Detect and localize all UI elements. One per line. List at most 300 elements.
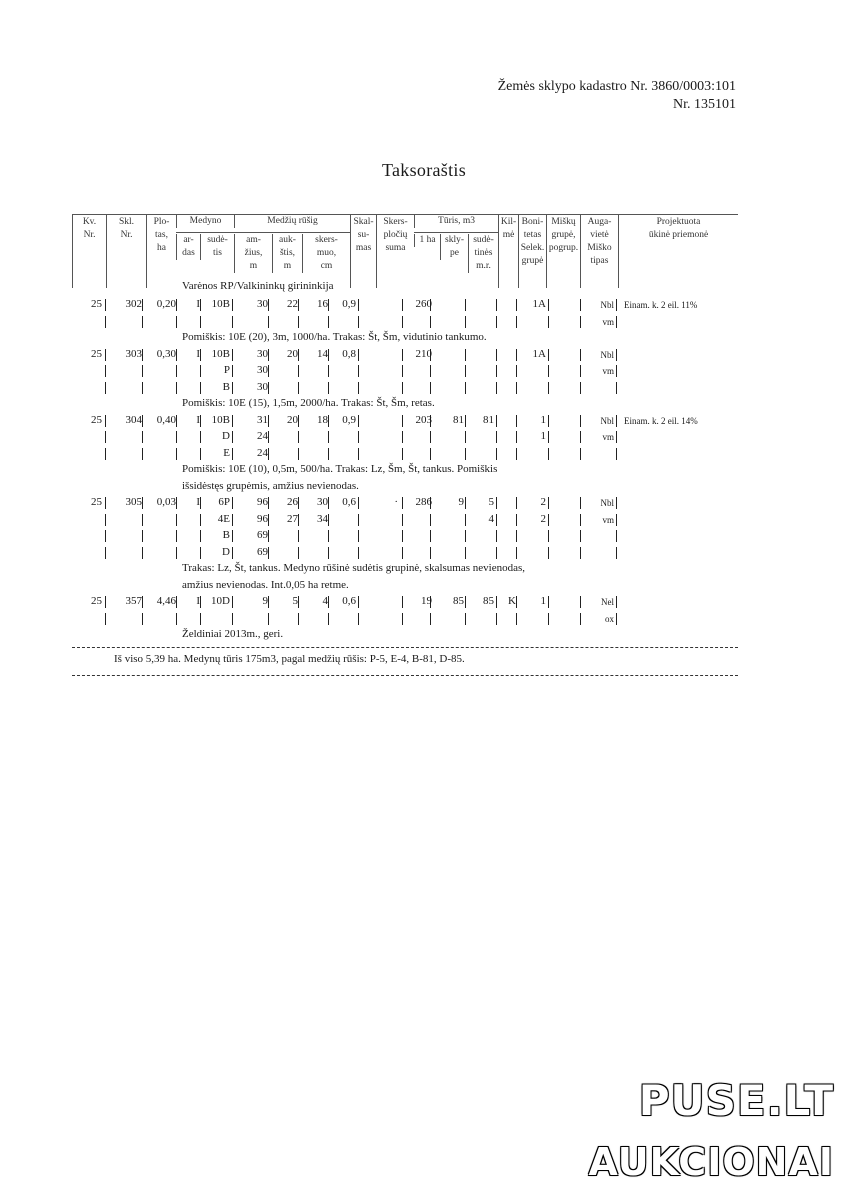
- cell-divider: [516, 431, 517, 443]
- cell-divider: [430, 316, 431, 328]
- cell-divider: [402, 613, 403, 625]
- col-aukstis-line: auk-: [279, 235, 296, 245]
- cell-divider: [298, 530, 299, 542]
- cell-sklype: 85: [453, 595, 464, 607]
- cell-skl: 305: [125, 496, 142, 508]
- cell-divider: [298, 596, 299, 608]
- col-kilme-line: mė: [502, 230, 515, 240]
- cell-divider: [358, 365, 359, 377]
- col-plotas-line: ha: [157, 243, 166, 253]
- cell-skalsumas: 0,6: [342, 496, 356, 508]
- cell-divider: [358, 613, 359, 625]
- note-row: [72, 397, 738, 413]
- cell-divider: [548, 497, 549, 509]
- cell-divider: [465, 365, 466, 377]
- cell-divider: [268, 365, 269, 377]
- cell-divider: [328, 431, 329, 443]
- watermark-puse: PUSE.LT: [638, 1076, 834, 1125]
- cell-divider: [142, 415, 143, 427]
- cell-kv: 25: [91, 496, 102, 508]
- col-sudetis: [200, 234, 234, 260]
- col-bonitetas: [518, 214, 546, 288]
- col-amzius: [234, 234, 272, 273]
- cell-divider: [298, 514, 299, 526]
- cell-divider: [142, 514, 143, 526]
- col-misku_grupe-line: Miškų: [551, 217, 576, 227]
- col-sudetis-line: tis: [213, 248, 222, 258]
- cell-plotas: 0,03: [156, 496, 176, 508]
- cell-divider: [232, 415, 233, 427]
- cell-divider: [548, 448, 549, 460]
- cell-divider: [496, 316, 497, 328]
- cell-divider: [496, 514, 497, 526]
- cell-divider: [496, 415, 497, 427]
- cell-divider: [402, 382, 403, 394]
- document-number: Nr. 135101: [673, 97, 736, 112]
- cell-divider: [298, 613, 299, 625]
- cell-skersploto: ·: [394, 496, 398, 508]
- cell-bonitetas: 1: [540, 413, 546, 426]
- cell-skersmuo: 14: [317, 347, 328, 360]
- cell-divider: [328, 596, 329, 608]
- dashed-rule-bottom: [72, 675, 738, 676]
- cell-divider: [465, 596, 466, 608]
- cell-divider: [402, 448, 403, 460]
- cell-divider: [496, 613, 497, 625]
- cell-divider: [176, 365, 177, 377]
- cell-aukstis: 26: [287, 496, 298, 508]
- cell-divider: [176, 316, 177, 328]
- cell-augaviete: vm: [602, 316, 614, 327]
- cell-sudetines: 85: [483, 595, 494, 607]
- cell-divider: [328, 365, 329, 377]
- cell-divider: [298, 547, 299, 559]
- cell-divider: [548, 530, 549, 542]
- cell-ardas: I: [196, 595, 200, 607]
- cell-divider: [268, 514, 269, 526]
- col-skalsumas-line: su-: [357, 230, 370, 240]
- cell-sklype: 9: [458, 496, 464, 508]
- col-turis: [414, 214, 498, 228]
- cell-bonitetas: 1: [540, 595, 546, 607]
- cell-divider: [430, 613, 431, 625]
- cell-divider: [358, 448, 359, 460]
- cell-divider: [105, 431, 106, 443]
- cell-amzius: 30: [257, 298, 268, 310]
- table-row: [72, 546, 738, 562]
- cell-divider: [465, 431, 466, 443]
- cell-amzius: 69: [257, 529, 268, 541]
- cell-i_ha: 203: [415, 413, 432, 426]
- cell-divider: [358, 382, 359, 394]
- cell-augaviete: ox: [605, 613, 614, 624]
- cell-divider: [176, 431, 177, 443]
- col-kilme-line: Kil-: [500, 217, 517, 227]
- col-amzius-line: m: [249, 261, 258, 271]
- col-medziu-rusig: [234, 214, 350, 228]
- cell-divider: [328, 497, 329, 509]
- table-row: [72, 513, 738, 529]
- col-sklype-line: skly-: [445, 235, 464, 245]
- cell-divider: [465, 530, 466, 542]
- cell-divider: [298, 316, 299, 328]
- cell-divider: [580, 382, 581, 394]
- cell-augaviete: Nel: [601, 597, 614, 607]
- col-i-ha: [414, 234, 440, 247]
- cell-divider: [465, 349, 466, 361]
- table-row: [72, 348, 738, 364]
- cell-divider: [402, 547, 403, 559]
- cell-divider: [232, 431, 233, 443]
- cell-plotas: 0,40: [156, 413, 176, 426]
- cell-aukstis: 5: [292, 595, 298, 607]
- cell-augaviete: Nbl: [600, 415, 614, 426]
- col-plotas-line: tas,: [155, 230, 168, 240]
- cell-divider: [232, 316, 233, 328]
- cell-augaviete: vm: [602, 432, 614, 442]
- cell-amzius: 69: [257, 545, 268, 558]
- cell-divider: [430, 382, 431, 394]
- cell-divider: [465, 448, 466, 460]
- col-skersmuo-line: muo,: [316, 248, 337, 258]
- cell-divider: [105, 316, 106, 328]
- cell-skl: 357: [125, 595, 142, 607]
- stand-note: Pomiškis: 10E (15), 1,5m, 2000/ha. Trakas: Št, Šm, retas.: [182, 397, 435, 409]
- cell-divider: [616, 514, 617, 526]
- cell-bonitetas: 1: [540, 430, 546, 442]
- table-row: [72, 298, 738, 314]
- cell-divider: [516, 382, 517, 394]
- cell-sudetis: B: [222, 529, 230, 541]
- cell-divider: [268, 530, 269, 542]
- note-row: [72, 562, 738, 578]
- cell-divider: [268, 382, 269, 394]
- cell-aukstis: 20: [287, 413, 298, 426]
- cell-divider: [358, 316, 359, 328]
- col-misku_grupe: [546, 214, 580, 288]
- cell-divider: [268, 431, 269, 443]
- cell-sklype: 81: [453, 413, 464, 426]
- cell-aukstis: 20: [287, 347, 298, 360]
- col-skl-line: Skl.: [118, 217, 135, 227]
- cell-divider: [465, 613, 466, 625]
- cell-divider: [232, 382, 233, 394]
- cell-divider: [298, 497, 299, 509]
- cell-divider: [176, 448, 177, 460]
- cell-divider: [298, 448, 299, 460]
- cell-bonitetas: 2: [540, 496, 546, 508]
- cell-divider: [328, 448, 329, 460]
- cell-augaviete: vm: [602, 366, 614, 376]
- cell-divider: [516, 530, 517, 542]
- cell-divider: [298, 382, 299, 394]
- cell-divider: [616, 530, 617, 542]
- cell-augaviete: Nbl: [600, 349, 614, 360]
- cell-sudetis: D: [222, 430, 230, 442]
- cell-divider: [548, 316, 549, 328]
- cell-sudetines: 81: [483, 413, 494, 426]
- table-row: [72, 430, 738, 446]
- col-skl: [106, 214, 146, 288]
- cell-divider: [232, 349, 233, 361]
- col-aukstis-line: štis,: [279, 248, 296, 258]
- cadastre-header: [498, 78, 736, 114]
- cell-divider: [328, 530, 329, 542]
- cell-sudetis: 6P: [218, 496, 230, 508]
- cell-divider: [516, 365, 517, 377]
- cell-divider: [616, 431, 617, 443]
- cell-sudetines: 4: [488, 512, 494, 525]
- cell-divider: [516, 415, 517, 427]
- cell-divider: [616, 596, 617, 608]
- cell-amzius: 30: [257, 364, 268, 376]
- cell-divider: [402, 431, 403, 443]
- cell-augaviete: vm: [602, 514, 614, 525]
- cell-divider: [142, 613, 143, 625]
- cell-divider: [496, 530, 497, 542]
- col-sudetis-line: sudė-: [207, 235, 228, 245]
- cell-sudetis: 10B: [211, 413, 230, 426]
- col-skersmuo: [302, 234, 350, 273]
- col-sudetines: [468, 234, 498, 273]
- cell-divider: [268, 497, 269, 509]
- cell-divider: [142, 547, 143, 559]
- cell-divider: [358, 299, 359, 311]
- cell-sudetines: 5: [488, 496, 494, 508]
- cell-kv: 25: [91, 347, 102, 360]
- cell-sudetis: E: [223, 446, 230, 459]
- table-row: [72, 612, 738, 628]
- col-bonitetas-line: tetas: [523, 230, 542, 240]
- cell-divider: [496, 365, 497, 377]
- cell-amzius: 24: [257, 430, 268, 442]
- col-amzius-line: žius,: [244, 248, 263, 258]
- cell-divider: [430, 530, 431, 542]
- cell-divider: [516, 547, 517, 559]
- cell-amzius: 96: [257, 512, 268, 525]
- cell-skl: 303: [125, 347, 142, 360]
- cell-aukstis: 27: [287, 512, 298, 525]
- cell-skersmuo: 16: [317, 298, 328, 310]
- cell-divider: [616, 316, 617, 328]
- cell-divider: [580, 530, 581, 542]
- watermark-aukcionai: AUKCIONAI: [588, 1140, 834, 1184]
- cell-kv: 25: [91, 413, 102, 426]
- cell-divider: [465, 497, 466, 509]
- cell-skersmuo: 30: [317, 496, 328, 508]
- cell-divider: [516, 299, 517, 311]
- cell-divider: [232, 613, 233, 625]
- stand-note: Pomiškis: 10E (20), 3m, 1000/ha. Trakas: Št, Šm, vidutinio tankumo.: [182, 331, 487, 343]
- cell-divider: [358, 431, 359, 443]
- header-rule-top-line: [72, 214, 738, 215]
- col-skalsumas-line: Skal-: [353, 217, 374, 227]
- cell-bonitetas: 2: [540, 512, 546, 525]
- note-row: [72, 463, 738, 479]
- cell-divider: [496, 382, 497, 394]
- cell-divider: [142, 530, 143, 542]
- cell-divider: [298, 349, 299, 361]
- cell-amzius: 31: [257, 413, 268, 426]
- cell-divider: [268, 596, 269, 608]
- col-sudetines-line: tinės: [474, 248, 493, 258]
- cell-divider: [616, 349, 617, 361]
- table-row: [72, 315, 738, 331]
- stand-note: išsidėstęs grupėmis, amžius nevienodas.: [182, 479, 359, 492]
- cell-ardas: I: [196, 347, 200, 360]
- table-row: [72, 496, 738, 512]
- cell-divider: [548, 349, 549, 361]
- cell-divider: [616, 547, 617, 559]
- cell-divider: [465, 299, 466, 311]
- col-kv-line: Kv.: [82, 217, 97, 227]
- col-aukstis-line: m: [283, 261, 292, 271]
- cell-divider: [358, 514, 359, 526]
- header-rule-medyno-sub: [176, 232, 234, 233]
- cell-divider: [548, 365, 549, 377]
- cell-plotas: 4,46: [156, 595, 176, 607]
- cell-divider: [328, 382, 329, 394]
- cell-divider: [142, 596, 143, 608]
- cell-divider: [328, 514, 329, 526]
- cell-skl: 302: [125, 298, 142, 310]
- cell-divider: [200, 613, 201, 625]
- cell-divider: [402, 514, 403, 526]
- col-medyno-line: Medyno: [189, 216, 222, 226]
- cell-kv: 25: [91, 595, 102, 607]
- table-row: [72, 381, 738, 397]
- cell-skersmuo: 18: [317, 413, 328, 426]
- dashed-rule-top: [72, 647, 738, 648]
- cell-skalsumas: 0,6: [342, 595, 356, 607]
- cell-amzius: 30: [257, 380, 268, 393]
- cell-sudetis: B: [222, 380, 230, 393]
- table-row: [72, 595, 738, 611]
- cell-divider: [232, 299, 233, 311]
- cell-divider: [142, 431, 143, 443]
- cell-bonitetas: 1A: [532, 298, 546, 310]
- cell-divider: [430, 547, 431, 559]
- cell-divider: [105, 448, 106, 460]
- cell-amzius: 30: [257, 347, 268, 360]
- col-augaviete-line: Auga-: [587, 217, 612, 227]
- cell-divider: [328, 349, 329, 361]
- col-augaviete-line: vietė: [590, 230, 609, 240]
- cell-divider: [142, 497, 143, 509]
- cell-skl: 304: [125, 413, 142, 426]
- cell-divider: [548, 514, 549, 526]
- cell-divider: [580, 448, 581, 460]
- cell-divider: [142, 299, 143, 311]
- cell-plotas: 0,30: [156, 347, 176, 360]
- document-title: Taksoraštis: [381, 160, 467, 180]
- cell-i_ha: 260: [415, 298, 432, 310]
- col-projektuota-line: Projektuota: [656, 217, 701, 227]
- cell-divider: [328, 316, 329, 328]
- cell-augaviete: Nbl: [600, 498, 614, 508]
- cell-i_ha: 19: [421, 595, 432, 607]
- col-plotas-line: Plo-: [153, 217, 170, 227]
- total-summary: Iš viso 5,39 ha. Medynų tūris 175m3, pagal medžių rūšis: P-5, E-4, B-81, D-85.: [114, 652, 465, 665]
- cell-divider: [105, 365, 106, 377]
- cell-divider: [548, 299, 549, 311]
- cell-divider: [105, 514, 106, 526]
- cell-divider: [358, 349, 359, 361]
- col-plotas: [146, 214, 176, 288]
- cell-divider: [176, 530, 177, 542]
- cell-divider: [328, 547, 329, 559]
- cell-divider: [298, 299, 299, 311]
- cell-divider: [105, 530, 106, 542]
- cell-divider: [328, 299, 329, 311]
- cell-divider: [516, 514, 517, 526]
- cell-divider: [200, 316, 201, 328]
- cell-divider: [516, 596, 517, 608]
- cell-augaviete: Nbl: [600, 300, 614, 310]
- cell-i_ha: 210: [415, 347, 432, 360]
- cell-divider: [496, 497, 497, 509]
- col-sklype: [440, 234, 468, 260]
- cell-divider: [105, 382, 106, 394]
- cell-ardas: I: [196, 496, 200, 508]
- table-row: [72, 364, 738, 380]
- cell-divider: [430, 514, 431, 526]
- cell-divider: [548, 596, 549, 608]
- cell-skalsumas: 0,8: [342, 347, 356, 360]
- cell-divider: [465, 316, 466, 328]
- cell-divider: [496, 299, 497, 311]
- cell-sudetis: D: [222, 545, 230, 558]
- cell-divider: [232, 365, 233, 377]
- col-skl-line: Nr.: [120, 230, 133, 240]
- cell-aukstis: 22: [287, 298, 298, 310]
- cell-ardas: I: [196, 413, 200, 426]
- header-rule-rusig-sub: [234, 232, 350, 233]
- cell-divider: [402, 530, 403, 542]
- col-augaviete-line: Miško: [587, 243, 612, 253]
- cell-divider: [268, 415, 269, 427]
- cell-divider: [616, 299, 617, 311]
- cell-priemone: Einam. k. 2 eil. 11%: [624, 300, 698, 310]
- cell-divider: [516, 497, 517, 509]
- cell-divider: [616, 497, 617, 509]
- cell-divider: [358, 596, 359, 608]
- stand-note: amžius nevienodas. Int.0,05 ha retme.: [182, 578, 349, 591]
- cell-divider: [142, 316, 143, 328]
- table-row: [72, 529, 738, 545]
- cell-kv: 25: [91, 298, 102, 310]
- cell-divider: [176, 547, 177, 559]
- cell-skalsumas: 0,9: [342, 298, 356, 310]
- cell-divider: [232, 497, 233, 509]
- cell-divider: [232, 530, 233, 542]
- cell-divider: [548, 431, 549, 443]
- col-skalsumas: [350, 214, 376, 288]
- col-sudetines-line: m.r.: [476, 261, 491, 271]
- col-misku_grupe-line: grupė,: [551, 230, 576, 240]
- col-aukstis: [272, 234, 302, 273]
- col-augaviete-line: tipas: [590, 256, 609, 266]
- cell-divider: [176, 514, 177, 526]
- cell-kilme: K: [508, 595, 516, 607]
- cell-skalsumas: 0,9: [342, 413, 356, 426]
- col-amzius-line: am-: [246, 235, 261, 245]
- cell-divider: [402, 316, 403, 328]
- forestry-name: Varėnos RP/Valkininkų girininkija: [182, 280, 334, 292]
- cell-divider: [616, 613, 617, 625]
- cell-divider: [232, 547, 233, 559]
- col-skersmuo-line: cm: [320, 261, 333, 271]
